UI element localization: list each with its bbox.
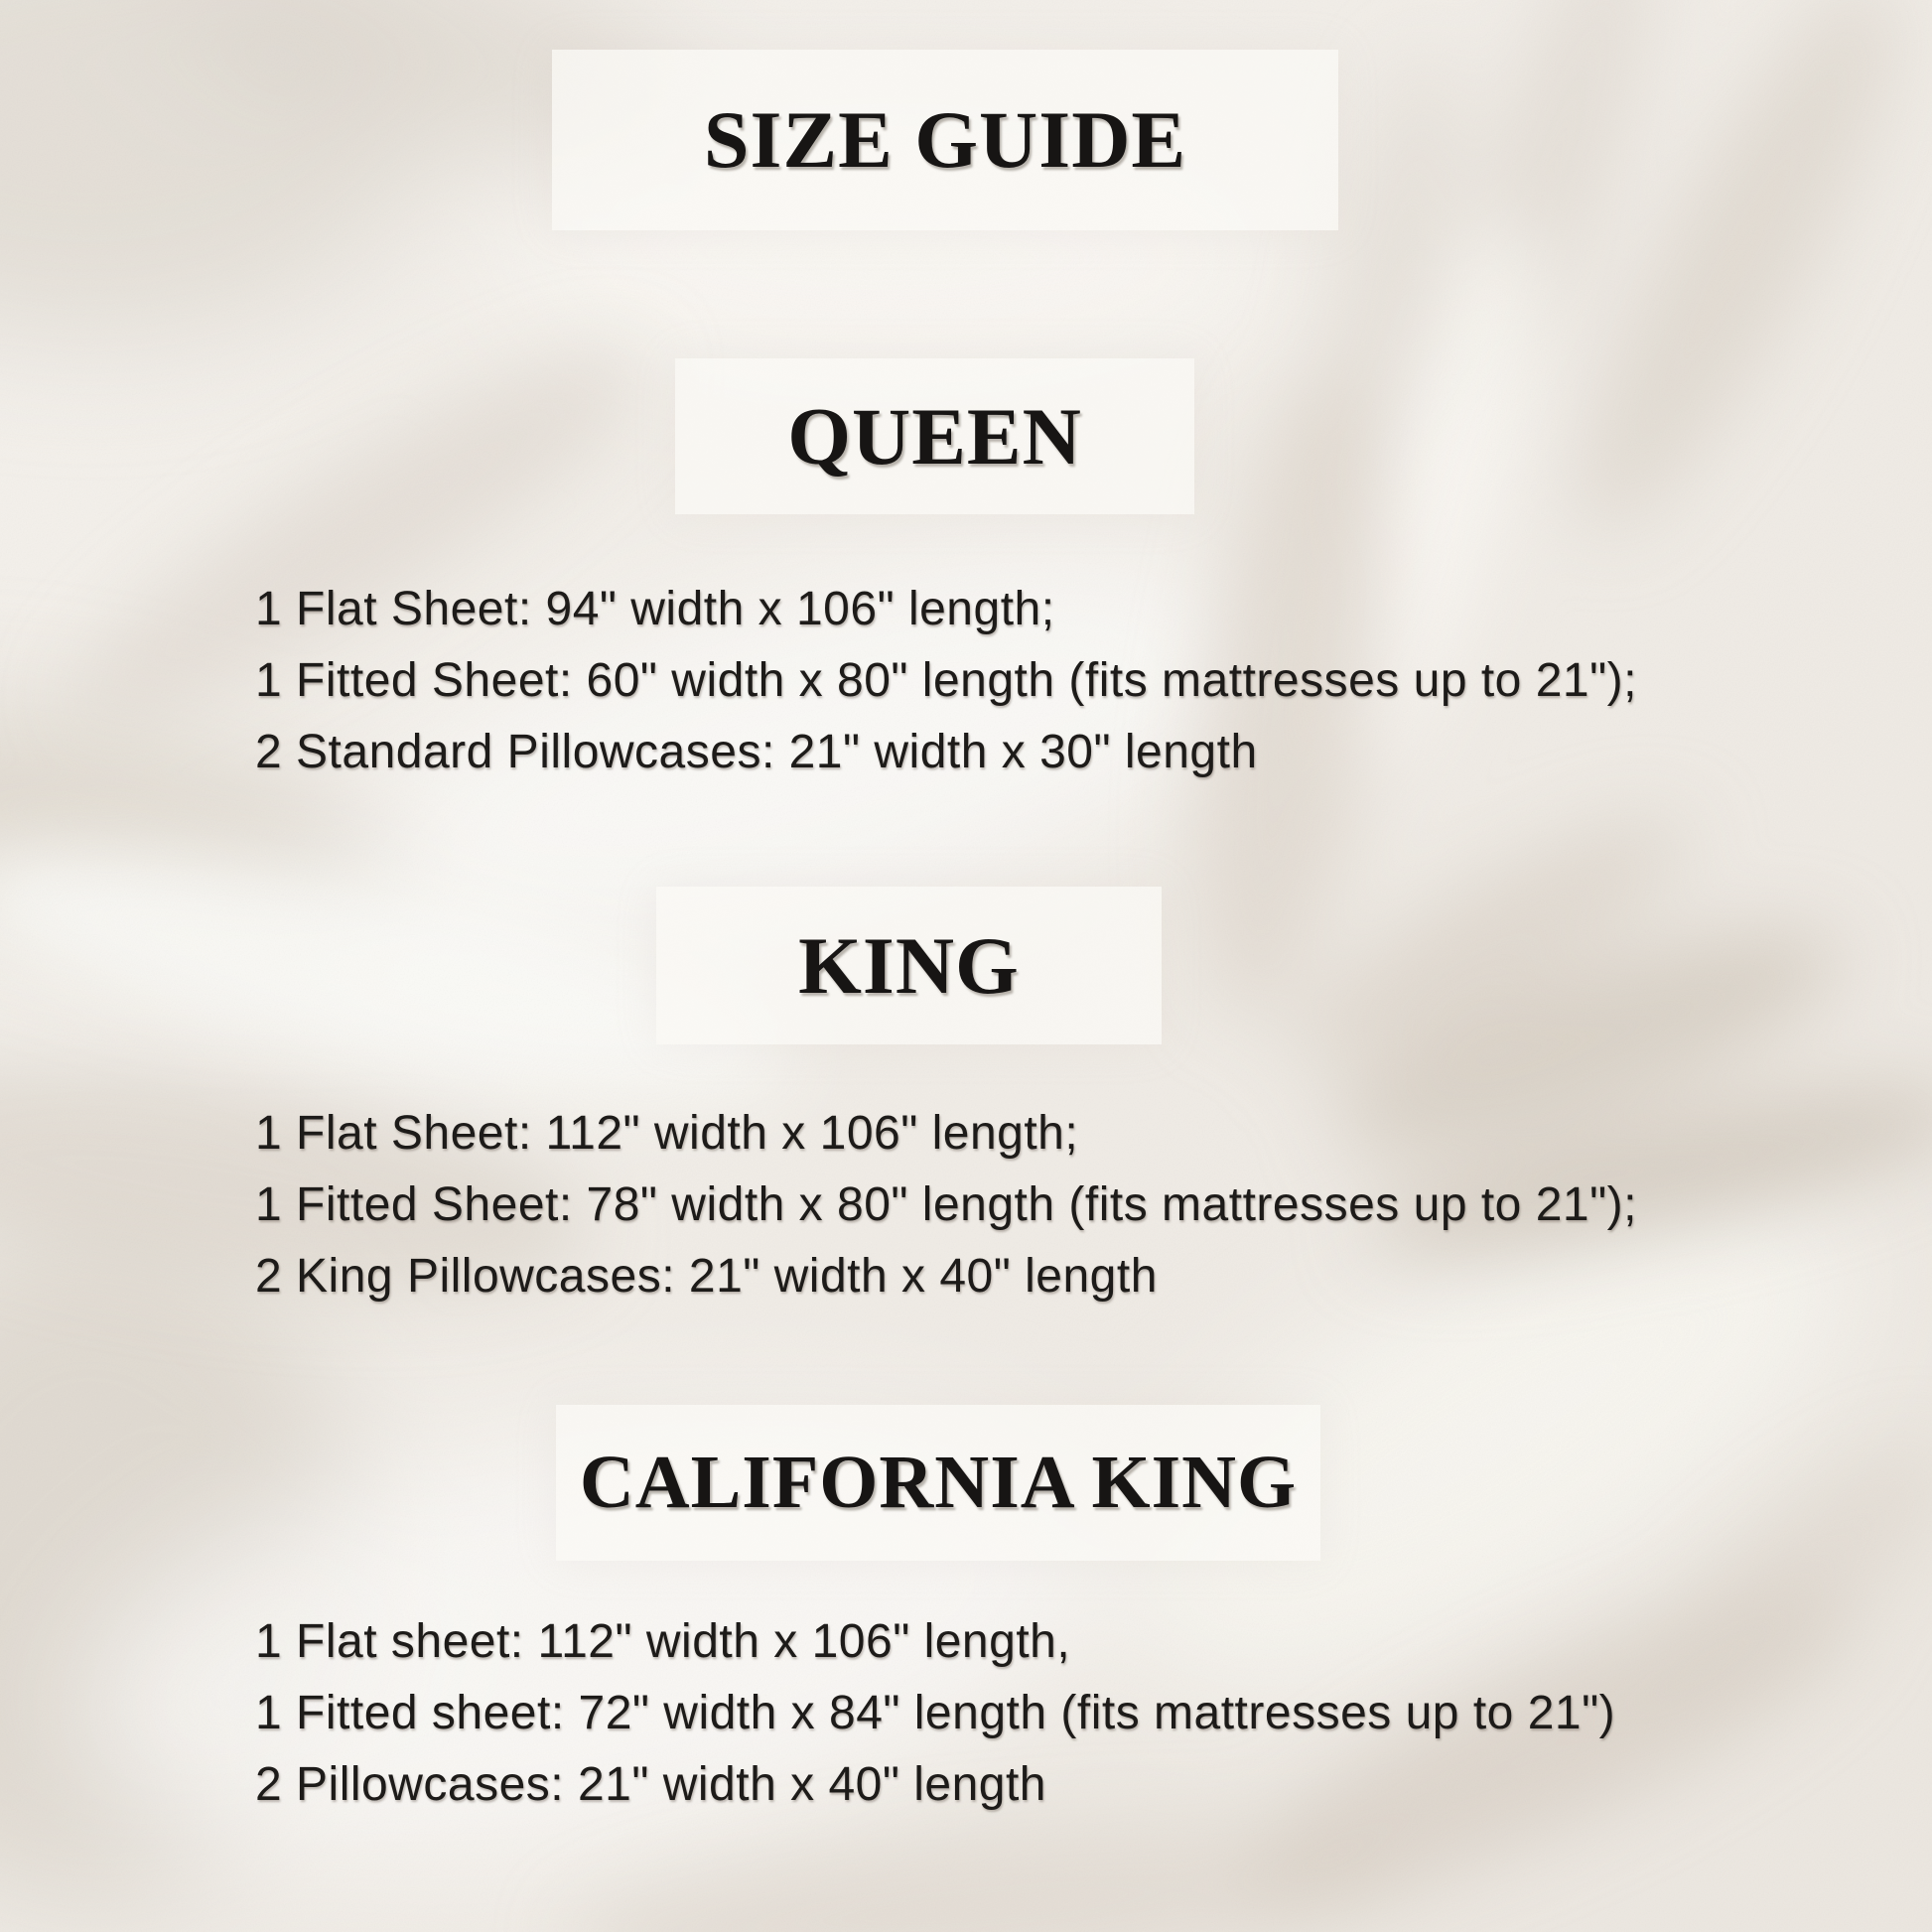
section-heading-california-king: CALIFORNIA KING: [579, 1441, 1298, 1524]
page-title: SIZE GUIDE: [703, 94, 1187, 185]
section-heading-queen-panel: [675, 358, 1194, 514]
queen-fitted-sheet-spec: 1 Fitted Sheet: 60" width x 80" length (fits mattresses up to 21");: [255, 654, 1637, 707]
section-heading-king: KING: [798, 919, 1020, 1011]
queen-flat-sheet-spec: 1 Flat Sheet: 94" width x 106" length;: [255, 583, 1055, 635]
king-fitted-sheet-spec: 1 Fitted Sheet: 78" width x 80" length (fits mattresses up to 21");: [255, 1178, 1637, 1231]
title-panel: [552, 50, 1338, 230]
queen-pillowcases-spec: 2 Standard Pillowcases: 21" width x 30" length: [255, 726, 1258, 778]
california-king-pillowcases-spec: 2 Pillowcases: 21" width x 40" length: [255, 1758, 1046, 1811]
section-heading-queen: QUEEN: [787, 390, 1082, 482]
california-king-flat-sheet-spec: 1 Flat sheet: 112" width x 106" length,: [255, 1615, 1071, 1668]
section-specs-queen: [255, 574, 1637, 788]
section-heading-california-king-panel: [556, 1405, 1320, 1561]
california-king-fitted-sheet-spec: 1 Fitted sheet: 72" width x 84" length (fits mattresses up to 21"): [255, 1687, 1616, 1739]
king-pillowcases-spec: 2 King Pillowcases: 21" width x 40" length: [255, 1250, 1158, 1303]
section-specs-california-king: [255, 1606, 1615, 1821]
section-specs-king: [255, 1098, 1637, 1312]
section-heading-king-panel: [656, 887, 1162, 1044]
king-flat-sheet-spec: 1 Flat Sheet: 112" width x 106" length;: [255, 1107, 1079, 1160]
